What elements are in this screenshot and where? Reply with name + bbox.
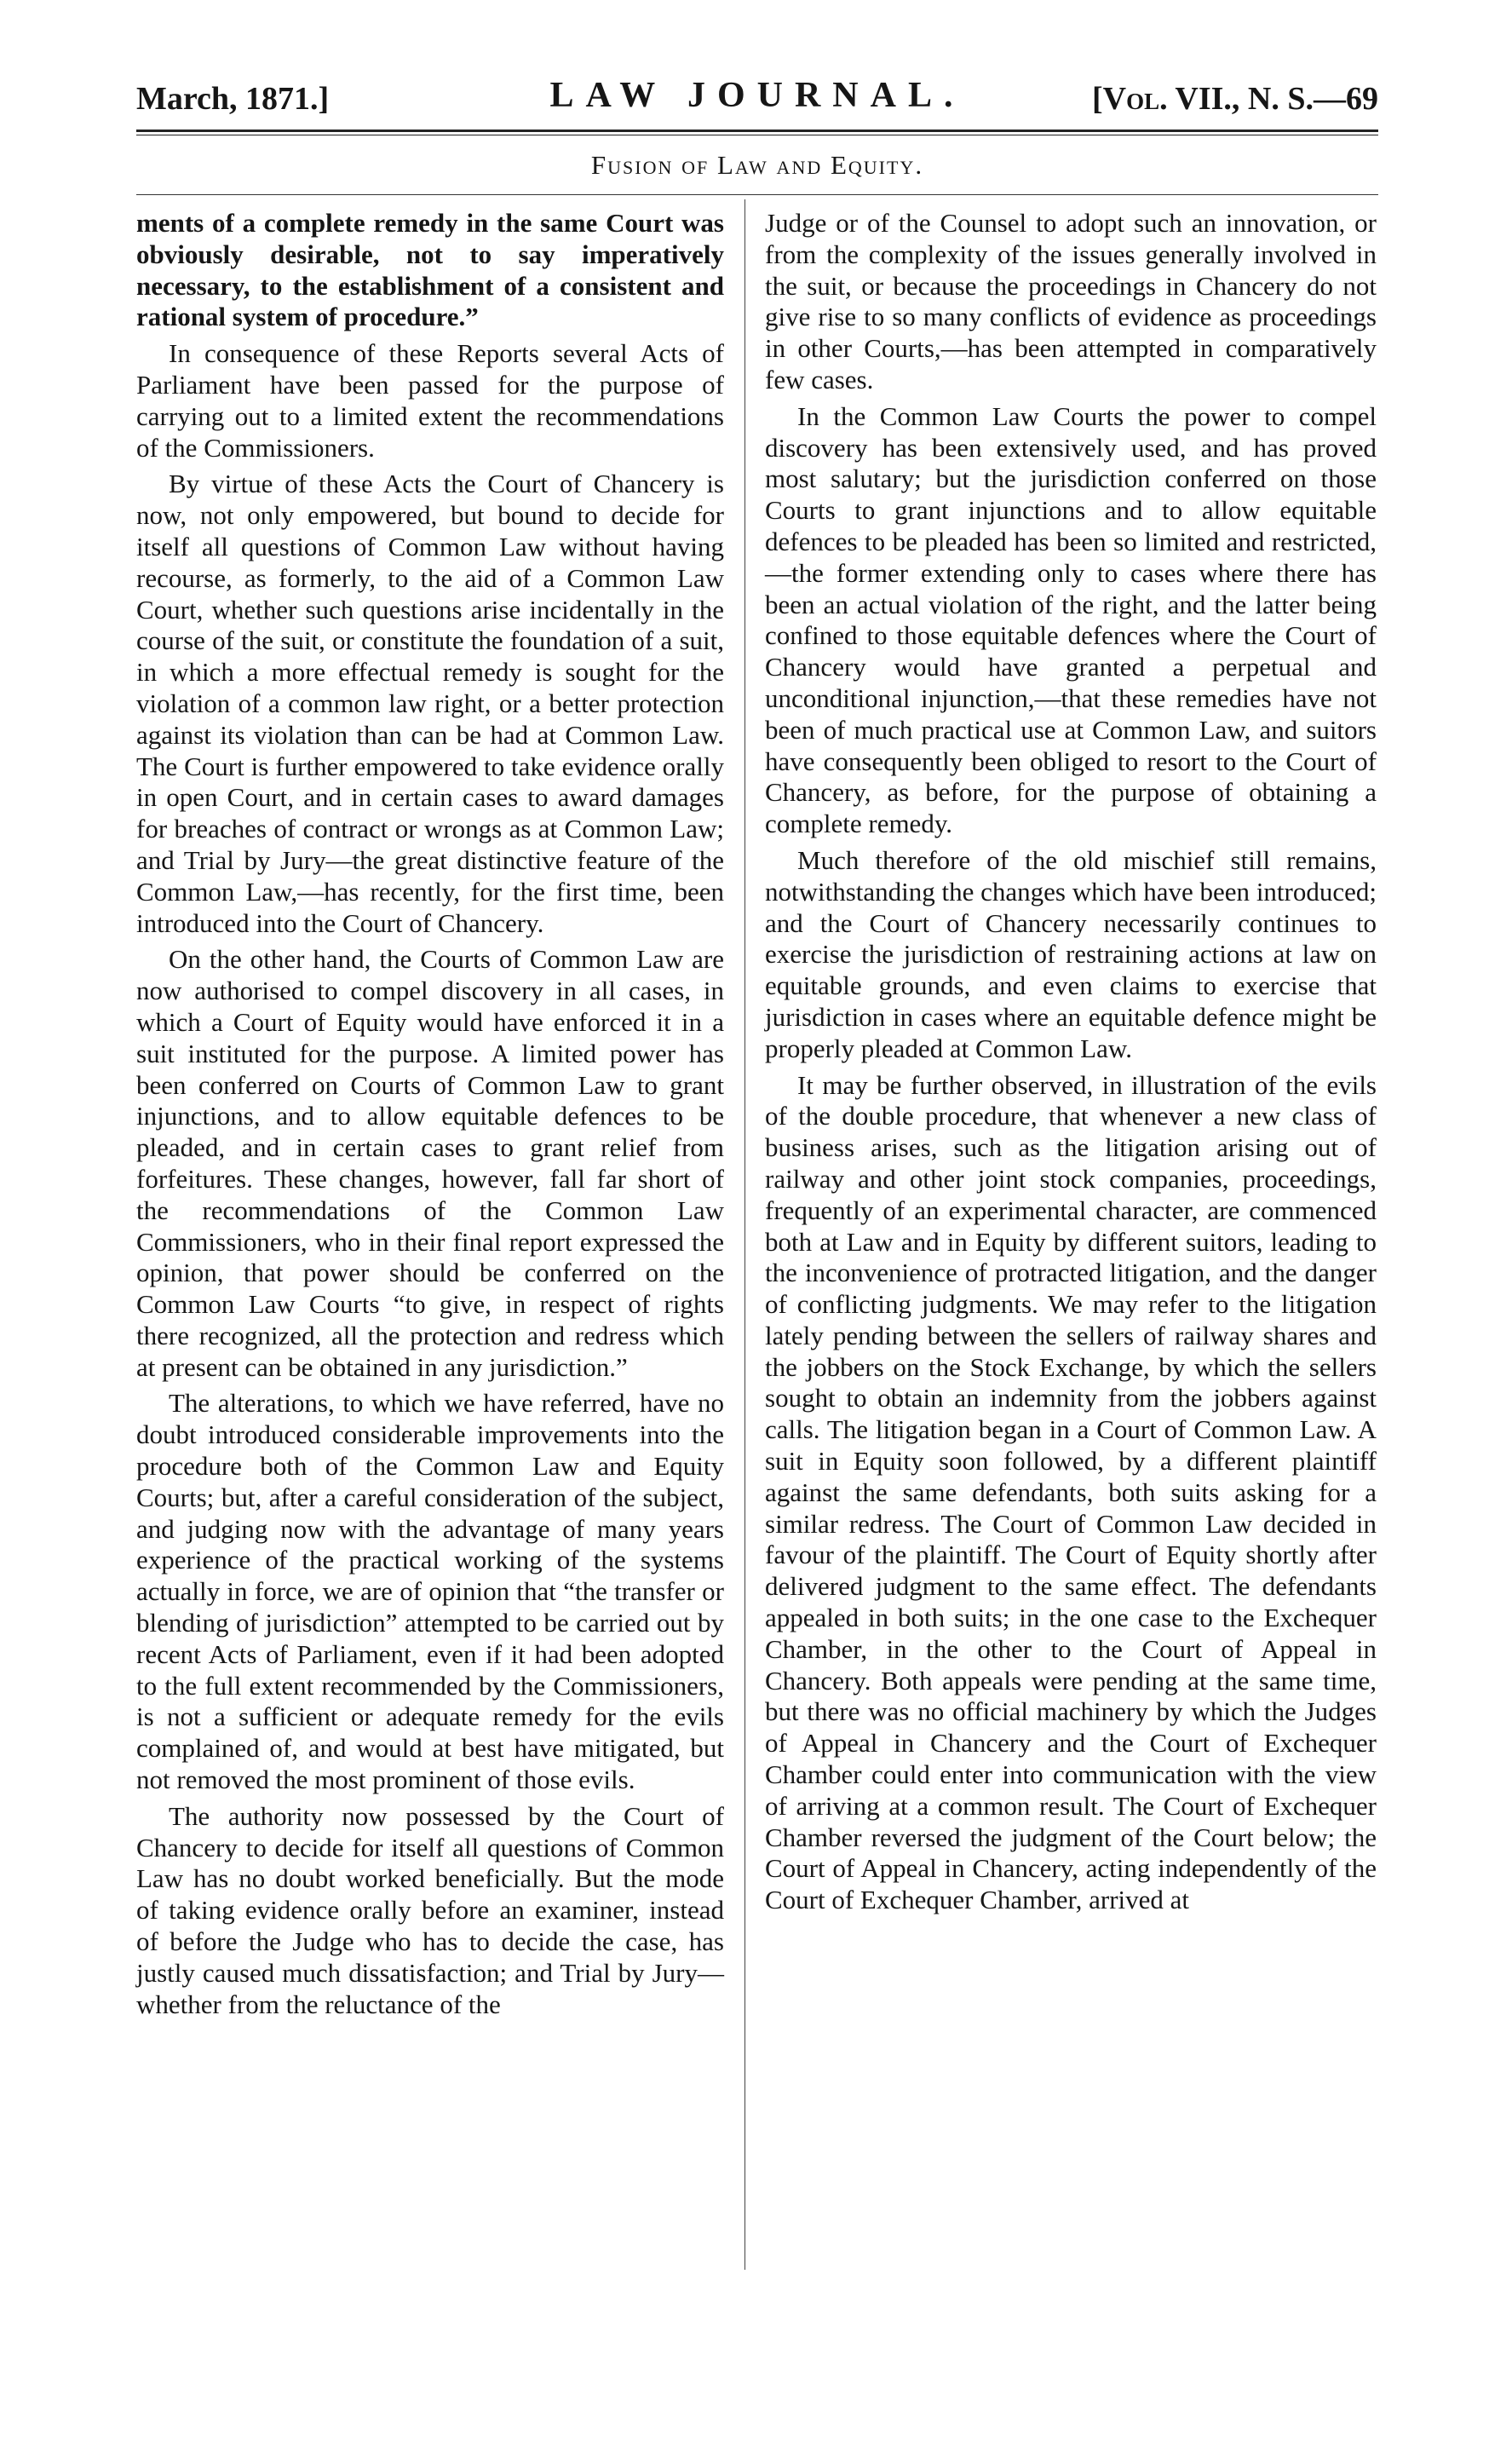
right-paragraph-4: It may be further observed, in illustration of the evils of the double procedure, that whenever a new class of business arises, such as the litigation arising out of railway and other joint stock companies, proceedings, frequently of an experimental character, are commenced both at Law and in Equity by different suitors, leading to the inconvenience of protracted litigation, and the danger of conflicting judgments. We may refer to the litigation lately pending between the sellers of railway shares and the jobbers on the Stock Exchange, by which the sellers sought to obtain an indemnity from the jobbers against calls. The litigation began in a Court of Common Law. A suit in Equity soon followed, by a different plaintiff against the same defendants, both suits asking for a similar redress. The Court of Common Law decided in favour of the plaintiff. The Court of Equity shortly after delivered judgment to the same effect. The defendants appealed in both suits; in the one case to the Exchequer Chamber, in the other to the Court of Appeal in Chancery. Both appeals were pending at the same time, but there was no official machinery by which the Judges of Appeal in Chancery and the Court of Exchequer Chamber could enter into communication with the view of arriving at a common result. The Court of Exchequer Chamber reversed the judgment of the Court below; the Court of Appeal in Chancery, acting independently of the Court of Exchequer Chamber, arrived at	[765, 1069, 1377, 1915]
section-title: Fusion of Law and Equity.	[590, 150, 924, 180]
right-paragraph-2: In the Common Law Courts the power to compel discovery has been extensively used, and has proved most salutary; but the jurisdiction conferred on those Courts to grant injunctions and to allow equitable defences to be pleaded has been so limited and restricted, —the former extending only to cases where there has been an actual violation of the right, and the latter being confined to those equitable defences where the Court of Chancery would have granted a perpetual and unconditional injunction,—that these remedies have not been of much practical use at Common Law, and suitors have consequently been obliged to resort to the Court of Chancery, as before, for the purpose of obtaining a complete remedy.	[765, 400, 1377, 839]
left-column	[136, 208, 724, 2020]
right-paragraph-1: Judge or of the Counsel to adopt such an innovation, or from the complexity of the issues generally involved in the suit, or because the proceedings in Chancery do not give rise to so many conflicts of evidence as proceedings in other Courts,—has been attempted in comparatively few cases.	[765, 208, 1377, 394]
header-volume-prefix: [	[1091, 81, 1103, 117]
header-volume	[1092, 80, 1378, 118]
right-paragraph-3: Much therefore of the old mischief still remains, notwithstanding the changes which have been introduced; and the Court of Chancery necessarily continues to exercise the jurisdiction of restraining actions at law on equitable grounds, and even claims to exercise that jurisdiction in cases where an equitable defence might be properly pleaded at Common Law.	[765, 844, 1377, 1063]
left-paragraph-2: In consequence of these Reports several Acts of Parliament have been passed for the purpose of carrying out to a limited extent the recommendations of the Commissioners.	[136, 338, 724, 463]
header-double-rule	[136, 130, 1378, 135]
header-date: March, 1871.]	[136, 81, 330, 117]
running-header	[136, 72, 1378, 123]
left-paragraph-1: ments of a complete remedy in the same Court was obviously desirable, not to say imperatively necessary, to the establishment of a consistent and rational system of procedure.”	[136, 208, 724, 332]
left-paragraph-3: By virtue of these Acts the Court of Chancery is now, not only empowered, but bound to decide for itself all questions of Common Law without having recourse, as formerly, to the aid of a Common Law Court, whether such questions arise incidentally in the course of the suit, or constitute the foundation of a suit, in which a more effectual remedy is sought for the violation of a common law right, or a better protection against its violation than can be had at Common Law. The Court is further empowered to take evidence orally in open Court, and in certain cases to award damages for breaches of contract or wrongs as at Common Law; and Trial by Jury—the great distinctive feature of the Common Law,—has recently, for the first time, been introduced into the Court of Chancery.	[136, 469, 724, 938]
section-rule	[136, 194, 1378, 195]
header-volume-label: Vol.	[1102, 81, 1168, 117]
left-paragraph-6: The authority now possessed by the Court of Chancery to decide for itself all questions of Common Law has no doubt worked beneficially. But the mode of taking evidence orally before an examiner, instead of before the Judge who has to decide the case, has justly caused much dissatisfaction; and Trial by Jury—whether from the reluctance of the	[136, 1800, 724, 2019]
header-volume-rest: VII., N. S.—69	[1167, 81, 1378, 117]
right-column	[765, 208, 1377, 1916]
left-paragraph-5: The alterations, to which we have referred, have no doubt introduced considerable improvements into the procedure both of the Common Law and Equity Courts; but, after a careful consideration of the subject, and judging now with the advantage of many years experience of the practical working of the systems actually in force, we are of opinion that “the transfer or blending of jurisdiction” attempted to be carried out by recent Acts of Parliament, even if it had been adopted to the full extent recommended by the Commissioners, is not a sufficient or adequate remedy for the evils complained of, and would at best have mitigated, but not removed the most prominent of those evils.	[136, 1388, 724, 1795]
header-journal-title: LAW JOURNAL.	[549, 76, 965, 115]
left-paragraph-4: On the other hand, the Courts of Common Law are now authorised to compel discovery in all cases, in which a Court of Equity would have enforced it in a suit instituted for the purpose. A limited power has been conferred on Courts of Common Law to grant injunctions, and to allow equitable defences to be pleaded, and in certain cases to grant relief from forfeitures. These changes, however, fall far short of the recommendations of the Common Law Commissioners, who in their final report expressed the opinion, that power should be conferred on the Common Law Courts “to give, in respect of rights there recognized, all the protection and redress which at present can be obtained in any jurisdiction.”	[136, 944, 724, 1382]
